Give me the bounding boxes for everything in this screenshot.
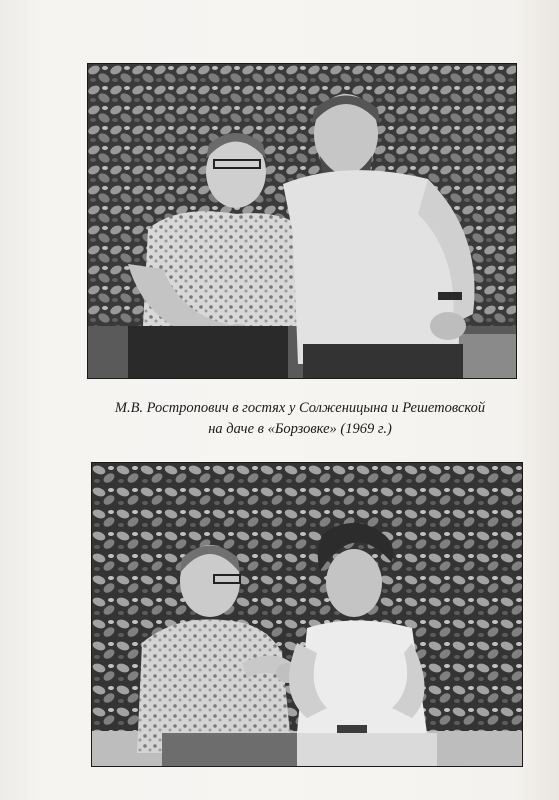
photo-bottom-image [92, 463, 522, 766]
caption-line-2: на даче в «Борзовке» (1969 г.) [208, 421, 392, 437]
photo-caption [80, 398, 520, 440]
photo-top-image [88, 64, 516, 378]
caption-line-1: М.В. Ростропович в гостях у Солженицына и Решетовской [114, 400, 486, 416]
photo-rostropovich-reshetovskaya [91, 462, 523, 767]
photo-rostropovich-solzhenitsyn [87, 63, 517, 379]
